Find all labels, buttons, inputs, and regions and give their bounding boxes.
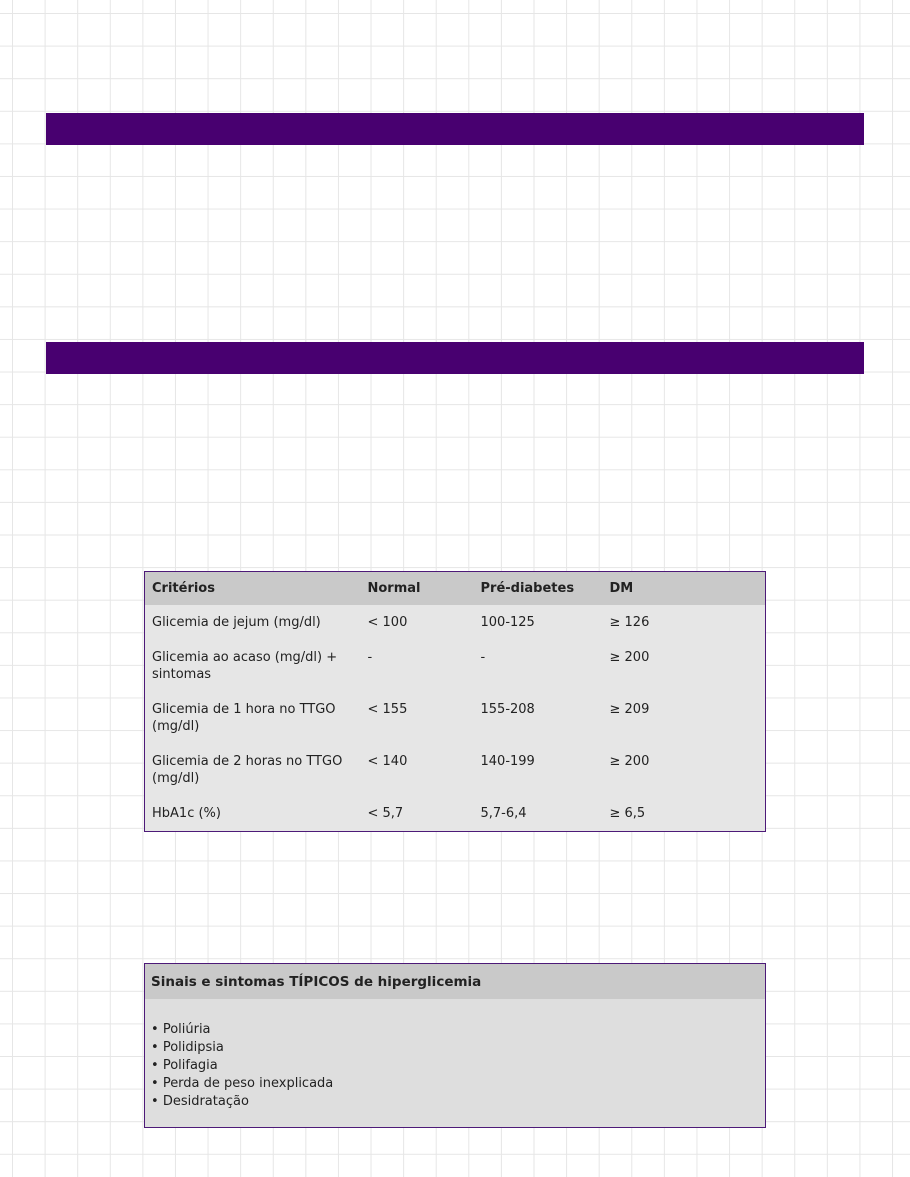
- cell-dm: ≥ 6,5: [609, 805, 646, 821]
- cell-normal: -: [367, 649, 373, 665]
- cell-dm: ≥ 200: [609, 753, 650, 769]
- diagnostic-criteria-table: [144, 571, 766, 832]
- symptoms-box: [144, 963, 766, 1128]
- header-prediabetes: Pré-diabetes: [480, 581, 575, 597]
- cell-normal: < 140: [367, 753, 408, 769]
- cell-prediabetes: 5,7-6,4: [480, 805, 527, 821]
- section-header-bar: [46, 342, 864, 374]
- cell-normal: < 5,7: [367, 805, 404, 821]
- section-header-bar: [46, 113, 864, 145]
- symptoms-title: Sinais e sintomas TÍPICOS de hiperglicemia: [145, 964, 765, 999]
- cell-criteria: Glicemia ao acaso (mg/dl) + sintomas: [152, 649, 338, 682]
- table-row: [145, 692, 766, 744]
- cell-normal: < 155: [367, 701, 408, 717]
- cell-criteria: HbA1c (%): [152, 805, 221, 821]
- table-row: [145, 640, 766, 692]
- cell-prediabetes: 140-199: [480, 753, 535, 769]
- list-item: • Perda de peso inexplicada: [151, 1075, 765, 1093]
- cell-dm: ≥ 209: [609, 701, 650, 717]
- table-header-row: [145, 572, 766, 605]
- list-item: • Desidratação: [151, 1093, 765, 1111]
- cell-criteria: Glicemia de jejum (mg/dl): [152, 614, 321, 630]
- cell-dm: ≥ 126: [609, 614, 650, 630]
- cell-dm: ≥ 200: [609, 649, 650, 665]
- table-row: [145, 744, 766, 796]
- table-row: [145, 796, 766, 832]
- cell-criteria: Glicemia de 2 horas no TTGO (mg/dl): [152, 753, 343, 786]
- cell-criteria: Glicemia de 1 hora no TTGO (mg/dl): [152, 701, 336, 734]
- cell-prediabetes: -: [480, 649, 486, 665]
- header-normal: Normal: [367, 581, 421, 597]
- cell-prediabetes: 155-208: [480, 701, 535, 717]
- list-item: • Poliúria: [151, 1021, 765, 1039]
- table-row: [145, 605, 766, 640]
- list-item: • Polifagia: [151, 1057, 765, 1075]
- header-dm: DM: [609, 581, 634, 597]
- list-item: • Polidipsia: [151, 1039, 765, 1057]
- header-criteria: Critérios: [152, 581, 215, 597]
- cell-normal: < 100: [367, 614, 408, 630]
- symptoms-list: [145, 999, 765, 1111]
- cell-prediabetes: 100-125: [480, 614, 535, 630]
